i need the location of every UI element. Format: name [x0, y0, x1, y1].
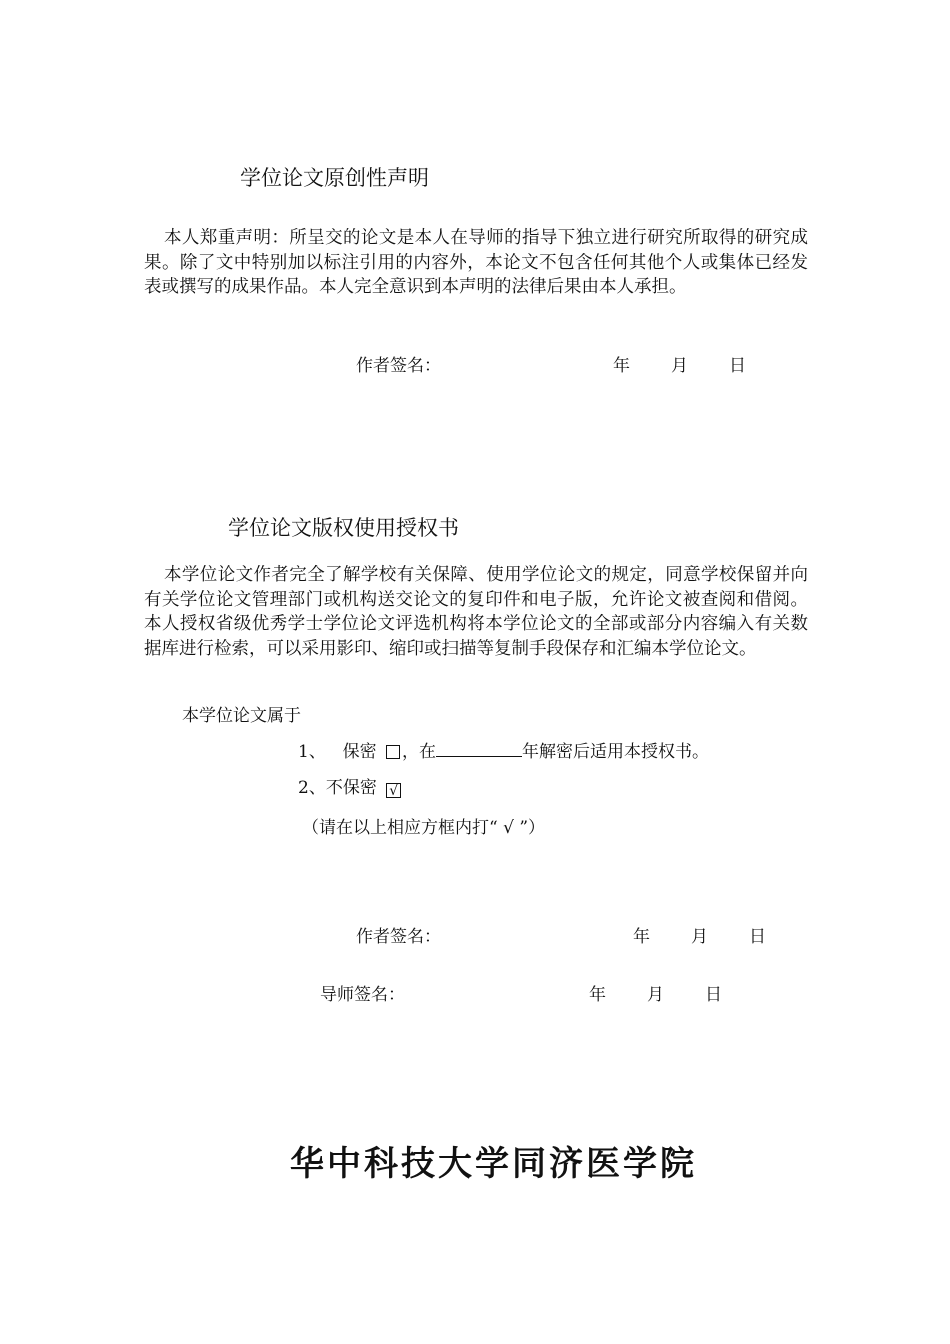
author-month-label: 月 [691, 927, 708, 947]
authorization-title: 学位论文版权使用授权书 [228, 516, 459, 540]
belongs-label: 本学位论文属于 [182, 706, 301, 726]
author-day-label: 日 [749, 927, 766, 947]
advisor-month-label: 月 [647, 985, 664, 1005]
advisor-year-label: 年 [589, 985, 606, 1005]
declaration-signature-label: 作者签名： [356, 356, 441, 376]
declaration-month-label: 月 [671, 356, 688, 376]
author-year-label: 年 [633, 927, 650, 947]
option1-label: 保密 [342, 742, 377, 762]
option-not-confidential [298, 773, 403, 798]
check-mark-icon: √ [389, 783, 399, 799]
school-name: 华中科技大学同济医学院 [290, 1144, 697, 1184]
option-confidential [298, 737, 709, 762]
option2-number: 2、 [298, 778, 326, 798]
declaration-year-label: 年 [613, 356, 630, 376]
declaration-title: 学位论文原创性声明 [240, 166, 429, 190]
confidential-checkbox[interactable] [386, 745, 400, 759]
authorization-body: 本学位论文作者完全了解学校有关保障、使用学位论文的规定，同意学校保留并向有关学位论文管理部门或机构送交论文的复印件和电子版，允许论文被查阅和借阅。本人授权省级优秀学士学位论文评选机构将本学位论文的全部或部分内容编入有关数据库进行检索，可以采用影印、缩印或扫描等复制手段保存和汇编本学位论文。 [144, 565, 808, 659]
author-signature-label: 作者签名： [356, 927, 441, 947]
option2-label: 不保密 [325, 778, 377, 798]
declaration-day-label: 日 [729, 356, 746, 376]
declaration-body: 本人郑重声明：所呈交的论文是本人在导师的指导下独立进行研究所取得的研究成果。除了文中特别加以标注引用的内容外，本论文不包含任何其他个人或集体已经发表或撰写的成果作品。本人完全意识到本声明的法律后果由本人承担。 [144, 228, 808, 297]
option1-mid: ，在 [402, 742, 437, 762]
decrypt-year-blank[interactable] [436, 742, 522, 757]
advisor-day-label: 日 [705, 985, 722, 1005]
not-confidential-checkbox[interactable] [386, 783, 401, 798]
option1-number: 1、 [298, 742, 326, 762]
option1-tail: 年解密后适用本授权书。 [522, 742, 710, 762]
checkbox-instruction: （请在以上相应方框内打“ √ ”） [302, 818, 546, 838]
advisor-signature-label: 导师签名： [320, 985, 405, 1005]
